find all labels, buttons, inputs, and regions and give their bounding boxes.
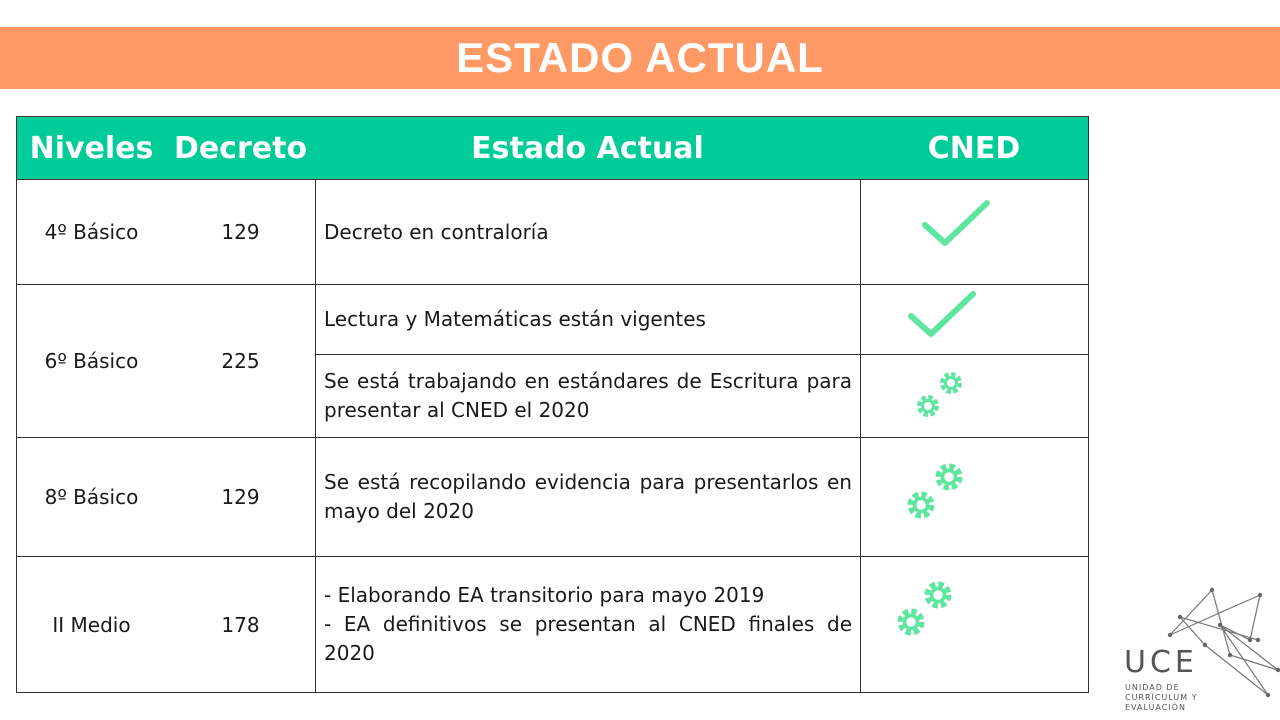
- gears-icon: [891, 575, 961, 645]
- cell-decreto-6-basico: 225: [166, 284, 315, 437]
- cell-nivel-6-basico: 6º Básico: [17, 284, 166, 437]
- gears-icon: [911, 366, 971, 426]
- cell-nivel-8-basico: 8º Básico: [17, 437, 166, 556]
- logo-subtitle-line-2: CURRÍCULUM Y: [1125, 693, 1198, 702]
- estado-line-1: - Elaborando EA transitorio para mayo 2019: [324, 583, 765, 607]
- cell-cned-ii-medio: [860, 556, 1088, 692]
- header-estado-actual: Estado Actual: [315, 117, 860, 179]
- header-decreto: Decreto: [166, 117, 315, 179]
- cell-estado-6-basico-b: Se está trabajando en estándares de Escritura para presentar al CNED el 2020: [315, 354, 860, 437]
- cell-nivel-4-basico: 4º Básico: [17, 179, 166, 284]
- cell-decreto-4-basico: 129: [166, 179, 315, 284]
- title-banner: [0, 27, 1280, 89]
- cell-cned-8-basico: [860, 437, 1088, 556]
- checkmark-icon: [903, 286, 983, 346]
- cell-estado-8-basico: Se está recopilando evidencia para presentarlos en mayo del 2020: [315, 437, 860, 556]
- header-niveles: Niveles: [17, 117, 166, 179]
- estado-ii-medio-lines: [324, 581, 852, 668]
- cell-decreto-ii-medio: 178: [166, 556, 315, 692]
- cell-estado-6-basico-a: Lectura y Matemáticas están vigentes: [315, 284, 860, 354]
- status-table: [16, 116, 1089, 693]
- logo-subtitle-line-3: EVALUACIÓN: [1125, 703, 1186, 712]
- estado-line-2: - EA definitivos se presentan al CNED finales de 2020: [324, 612, 852, 665]
- cell-nivel-ii-medio: II Medio: [17, 556, 166, 692]
- header-cned: CNED: [860, 117, 1088, 179]
- logo-subtitle-line-1: UNIDAD DE: [1125, 683, 1180, 692]
- cell-estado-4-basico: Decreto en contraloría: [315, 179, 860, 284]
- cell-decreto-8-basico: 129: [166, 437, 315, 556]
- gears-icon: [901, 457, 971, 527]
- slide-title: ESTADO ACTUAL: [456, 34, 824, 81]
- cell-cned-6-basico-b: [860, 354, 1088, 437]
- checkmark-icon: [917, 195, 997, 255]
- cell-cned-6-basico-a: [860, 284, 1088, 354]
- cell-estado-ii-medio: [315, 556, 860, 692]
- logo-uce-text: UCE: [1124, 645, 1198, 680]
- logo-subtitle: [1125, 683, 1198, 713]
- cell-cned-4-basico: [860, 179, 1088, 284]
